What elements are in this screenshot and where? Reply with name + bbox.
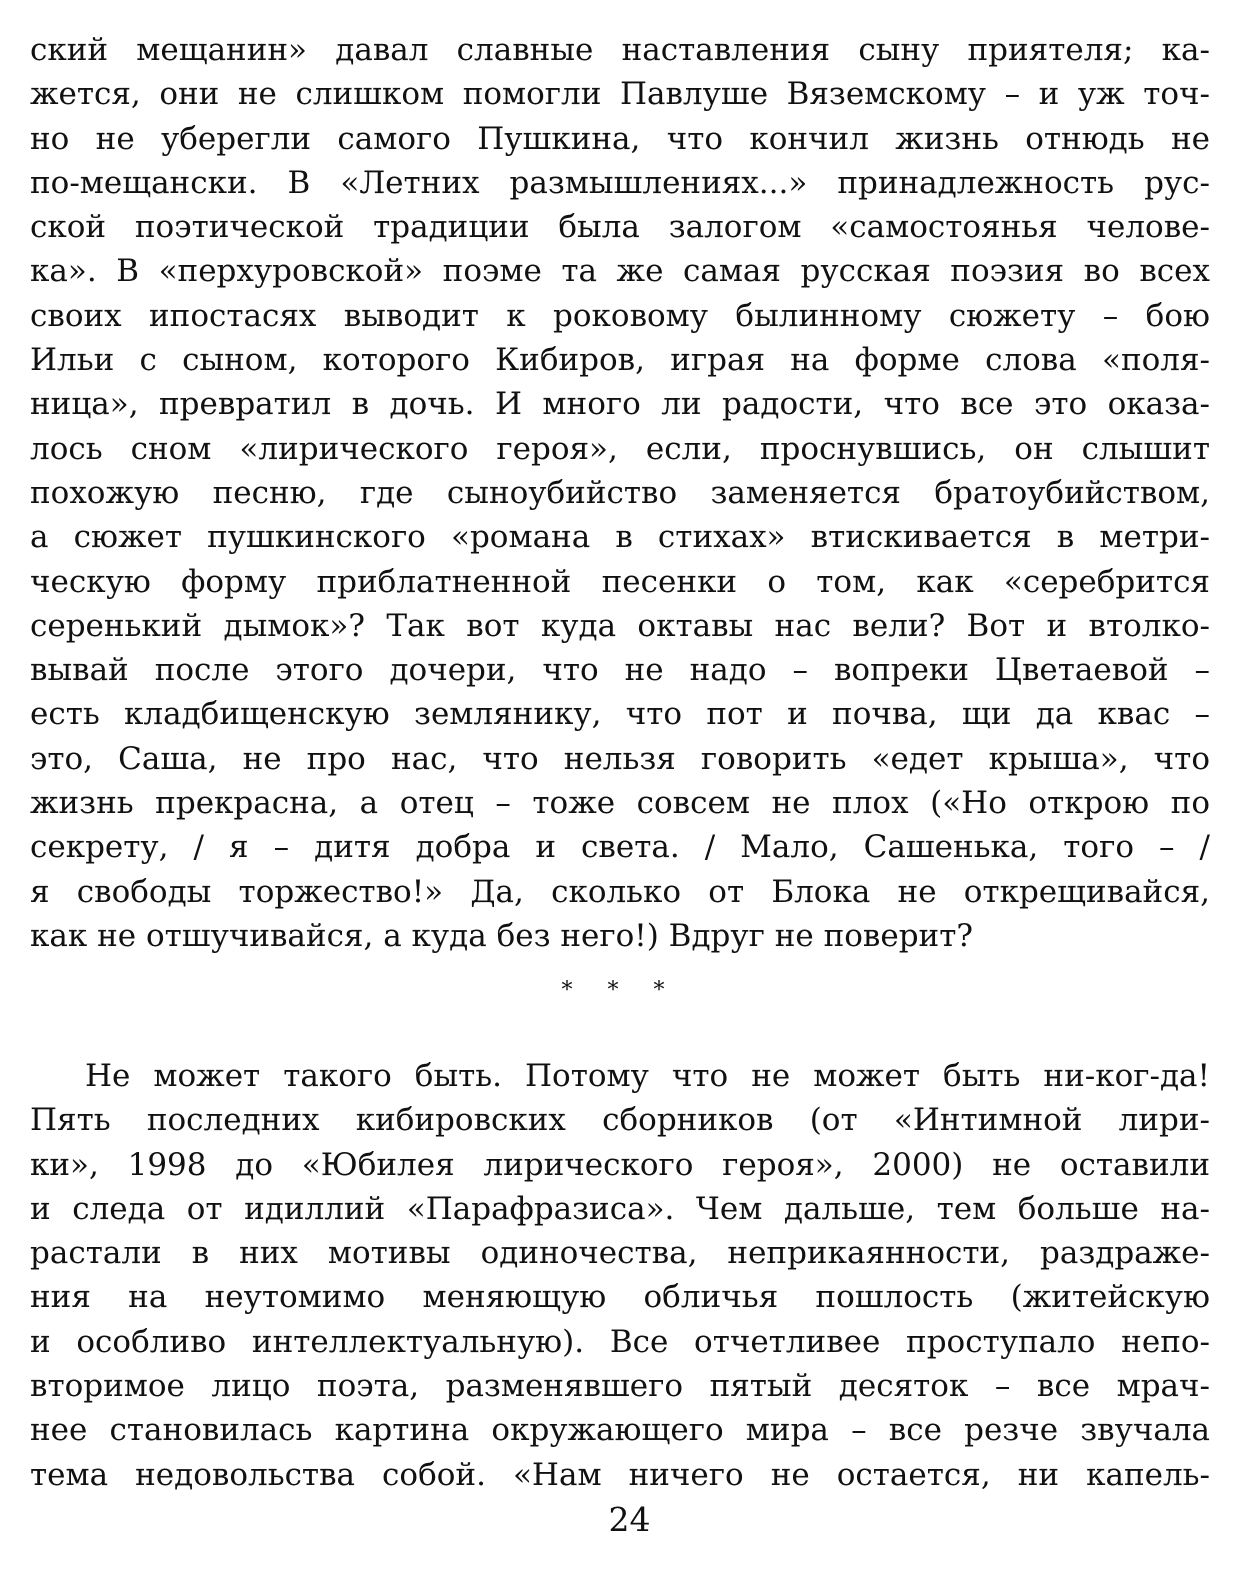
text-line: вторимое лицо поэта, разменявшего пятый десяток – все мрач- bbox=[30, 1368, 1210, 1405]
text-line: Ильи с сыном, которого Кибиров, играя на форме слова «поля- bbox=[30, 342, 1210, 379]
page-body bbox=[30, 28, 1210, 1493]
text-line: ния на неутомимо меняющую обличья пошлость (житейскую bbox=[30, 1279, 1210, 1316]
text-line: Пять последних кибировских сборников (от «Интимной лири- bbox=[30, 1102, 1210, 1139]
text-line: ка». В «перхуровской» поэме та же самая русская поэзия во всех bbox=[30, 253, 1210, 290]
text-line: ница», превратил в дочь. И много ли радости, что все это оказа- bbox=[30, 386, 1210, 423]
text-line: лось сном «лирического героя», если, проснувшись, он слышит bbox=[30, 430, 1210, 467]
text-line: вывай после этого дочери, что не надо – вопреки Цветаевой – bbox=[30, 652, 1210, 689]
text-line: и следа от идиллий «Парафразиса». Чем дальше, тем больше на- bbox=[30, 1190, 1210, 1227]
text-line: есть кладбищенскую землянику, что пот и почва, щи да квас – bbox=[30, 696, 1210, 733]
text-line: ки», 1998 до «Юбилея лирического героя», 2000) не оставили bbox=[30, 1146, 1210, 1183]
paragraph-1 bbox=[30, 28, 1210, 958]
text-line: жизнь прекрасна, а отец – тоже совсем не плох («Но открою по bbox=[30, 785, 1210, 822]
text-line: но не уберегли самого Пушкина, что кончил жизнь отнюдь не bbox=[30, 120, 1210, 157]
paragraph-2 bbox=[30, 1054, 1210, 1497]
text-line: и особливо интеллектуальную). Все отчетливее проступало непо- bbox=[30, 1323, 1210, 1360]
text-line: жется, они не слишком помогли Павлуше Вяземскому – и уж точ- bbox=[30, 76, 1210, 113]
text-line: Не может такого быть. Потому что не может быть ни-ког-да! bbox=[85, 1058, 1210, 1094]
section-separator: * * * bbox=[561, 978, 679, 1003]
text-line: по-мещански. В «Летних размышлениях...» принадлежность рус- bbox=[30, 164, 1210, 201]
text-line: растали в них мотивы одиночества, неприкаянности, раздраже- bbox=[30, 1235, 1210, 1272]
text-line: серенький дымок»? Так вот куда октавы нас вели? Вот и втолко- bbox=[30, 607, 1210, 644]
text-line: а сюжет пушкинского «романа в стихах» втискивается в метри- bbox=[30, 519, 1210, 556]
text-line: ский мещанин» давал славные наставления сыну приятеля; ка- bbox=[30, 32, 1210, 68]
text-line: тема недовольства собой. «Нам ничего не остается, ни капель- bbox=[30, 1456, 1210, 1493]
text-line: как не отшучивайся, а куда без него!) Вдруг не поверит? bbox=[30, 917, 973, 954]
page-number: 24 bbox=[608, 1500, 651, 1539]
text-line: нее становилась картина окружающего мира – все резче звучала bbox=[30, 1412, 1210, 1449]
text-line: ской поэтической традиции была залогом «самостоянья челове- bbox=[30, 209, 1210, 246]
text-line: своих ипостасях выводит к роковому былинному сюжету – бою bbox=[30, 297, 1210, 334]
text-line: ческую форму приблатненной песенки о том, как «серебрится bbox=[30, 563, 1210, 600]
text-line: это, Саша, не про нас, что нельзя говорить «едет крыша», что bbox=[30, 740, 1210, 777]
text-line: похожую песню, где сыноубийство заменяется братоубийством, bbox=[30, 474, 1210, 511]
text-line: секрету, / я – дитя добра и света. / Мало, Сашенька, того – / bbox=[30, 829, 1210, 866]
text-line: я свободы торжество!» Да, сколько от Блока не открещивайся, bbox=[30, 873, 1210, 910]
